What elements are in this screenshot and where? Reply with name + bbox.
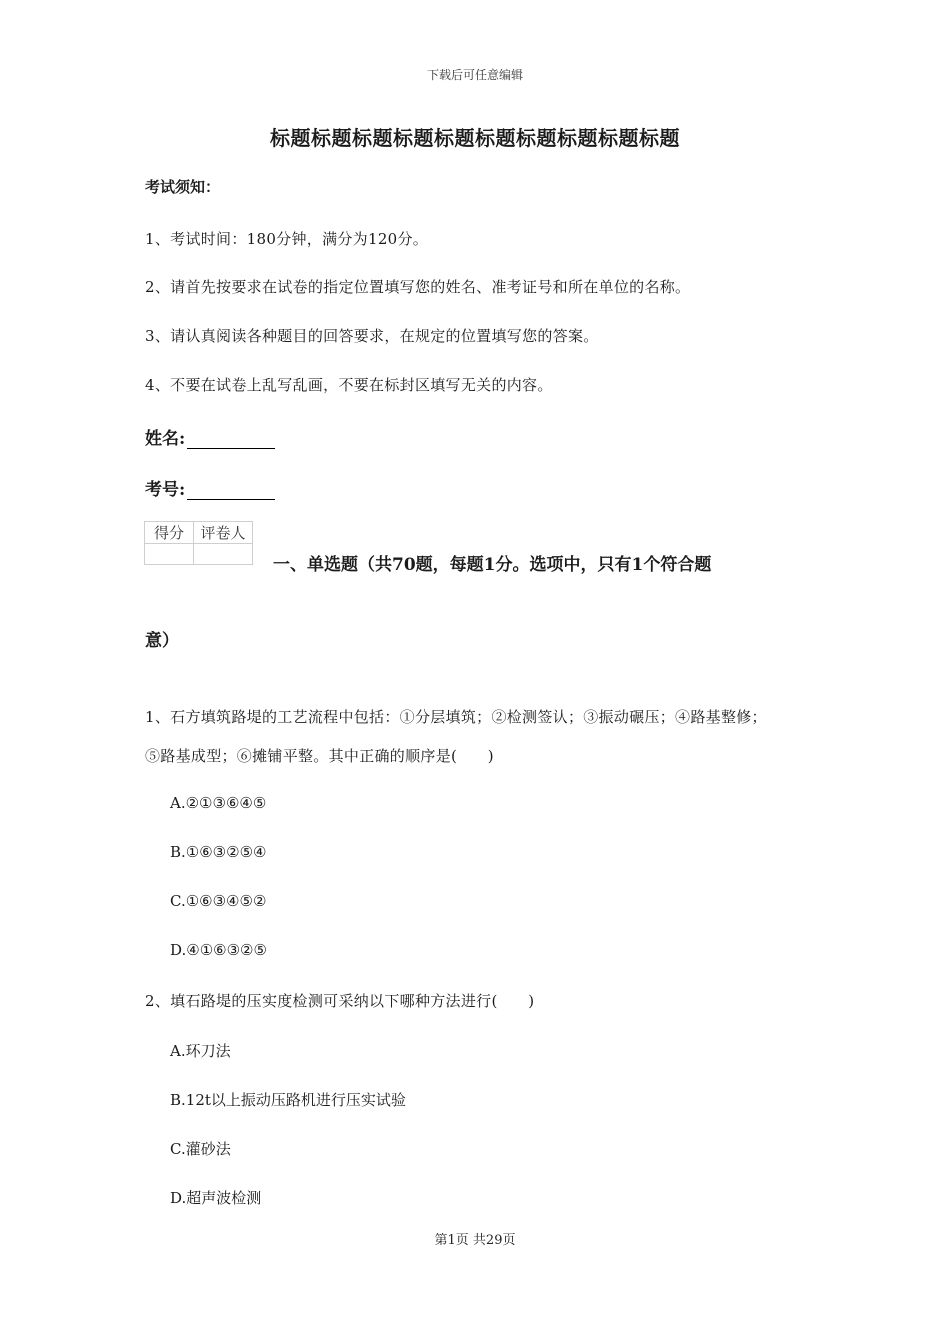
question-1-option-a: A.②①③⑥④⑤ xyxy=(170,794,267,812)
score-cell[interactable] xyxy=(145,544,194,565)
notice-item: 1、考试时间：180分钟，满分为120分。 xyxy=(145,230,429,248)
score-box xyxy=(144,521,253,565)
score-header: 得分 xyxy=(145,522,194,544)
question-1-line-2: ⑤路基成型；⑥摊铺平整。其中正确的顺序是( ) xyxy=(145,747,494,765)
question-2-option-b: B.12t以上振动压路机进行压实试验 xyxy=(170,1091,406,1109)
page-footer: 第1页 共29页 xyxy=(434,1233,516,1248)
question-1-option-c: C.①⑥③④⑤② xyxy=(170,892,267,910)
name-blank-line[interactable] xyxy=(187,430,275,449)
question-2-line-1: 2、填石路堤的压实度检测可采纳以下哪种方法进行( ) xyxy=(145,992,535,1010)
name-label: 姓名: xyxy=(145,429,186,449)
question-1-option-d: D.④①⑥③②⑤ xyxy=(170,941,267,959)
question-2-option-c: C.灌砂法 xyxy=(170,1140,231,1158)
exam-number-field xyxy=(145,475,275,500)
notice-item: 2、请首先按要求在试卷的指定位置填写您的姓名、准考证号和所在单位的名称。 xyxy=(145,278,691,296)
document-title: 标题标题标题标题标题标题标题标题标题标题 xyxy=(270,126,680,150)
grader-header: 评卷人 xyxy=(194,522,253,544)
section-title: 一、单选题（共70题，每题1分。选项中，只有1个符合题 xyxy=(273,555,712,575)
notice-item: 4、不要在试卷上乱写乱画，不要在标封区填写无关的内容。 xyxy=(145,376,553,394)
name-field xyxy=(145,424,275,449)
grader-cell[interactable] xyxy=(194,544,253,565)
question-1-line-1: 1、石方填筑路堤的工艺流程中包括：①分层填筑；②检测签认；③振动碾压；④路基整修； xyxy=(145,708,767,726)
question-1-option-b: B.①⑥③②⑤④ xyxy=(170,843,267,861)
question-2-option-a: A.环刀法 xyxy=(170,1042,231,1060)
exam-number-blank-line[interactable] xyxy=(187,481,275,500)
exam-number-label: 考号: xyxy=(145,480,186,500)
header-note: 下载后可任意编辑 xyxy=(426,68,523,82)
question-2-option-d: D.超声波检测 xyxy=(170,1189,262,1207)
notice-item: 3、请认真阅读各种题目的回答要求，在规定的位置填写您的答案。 xyxy=(145,327,599,345)
section-title-continued: 意） xyxy=(145,631,179,651)
notice-heading: 考试须知： xyxy=(145,178,221,196)
